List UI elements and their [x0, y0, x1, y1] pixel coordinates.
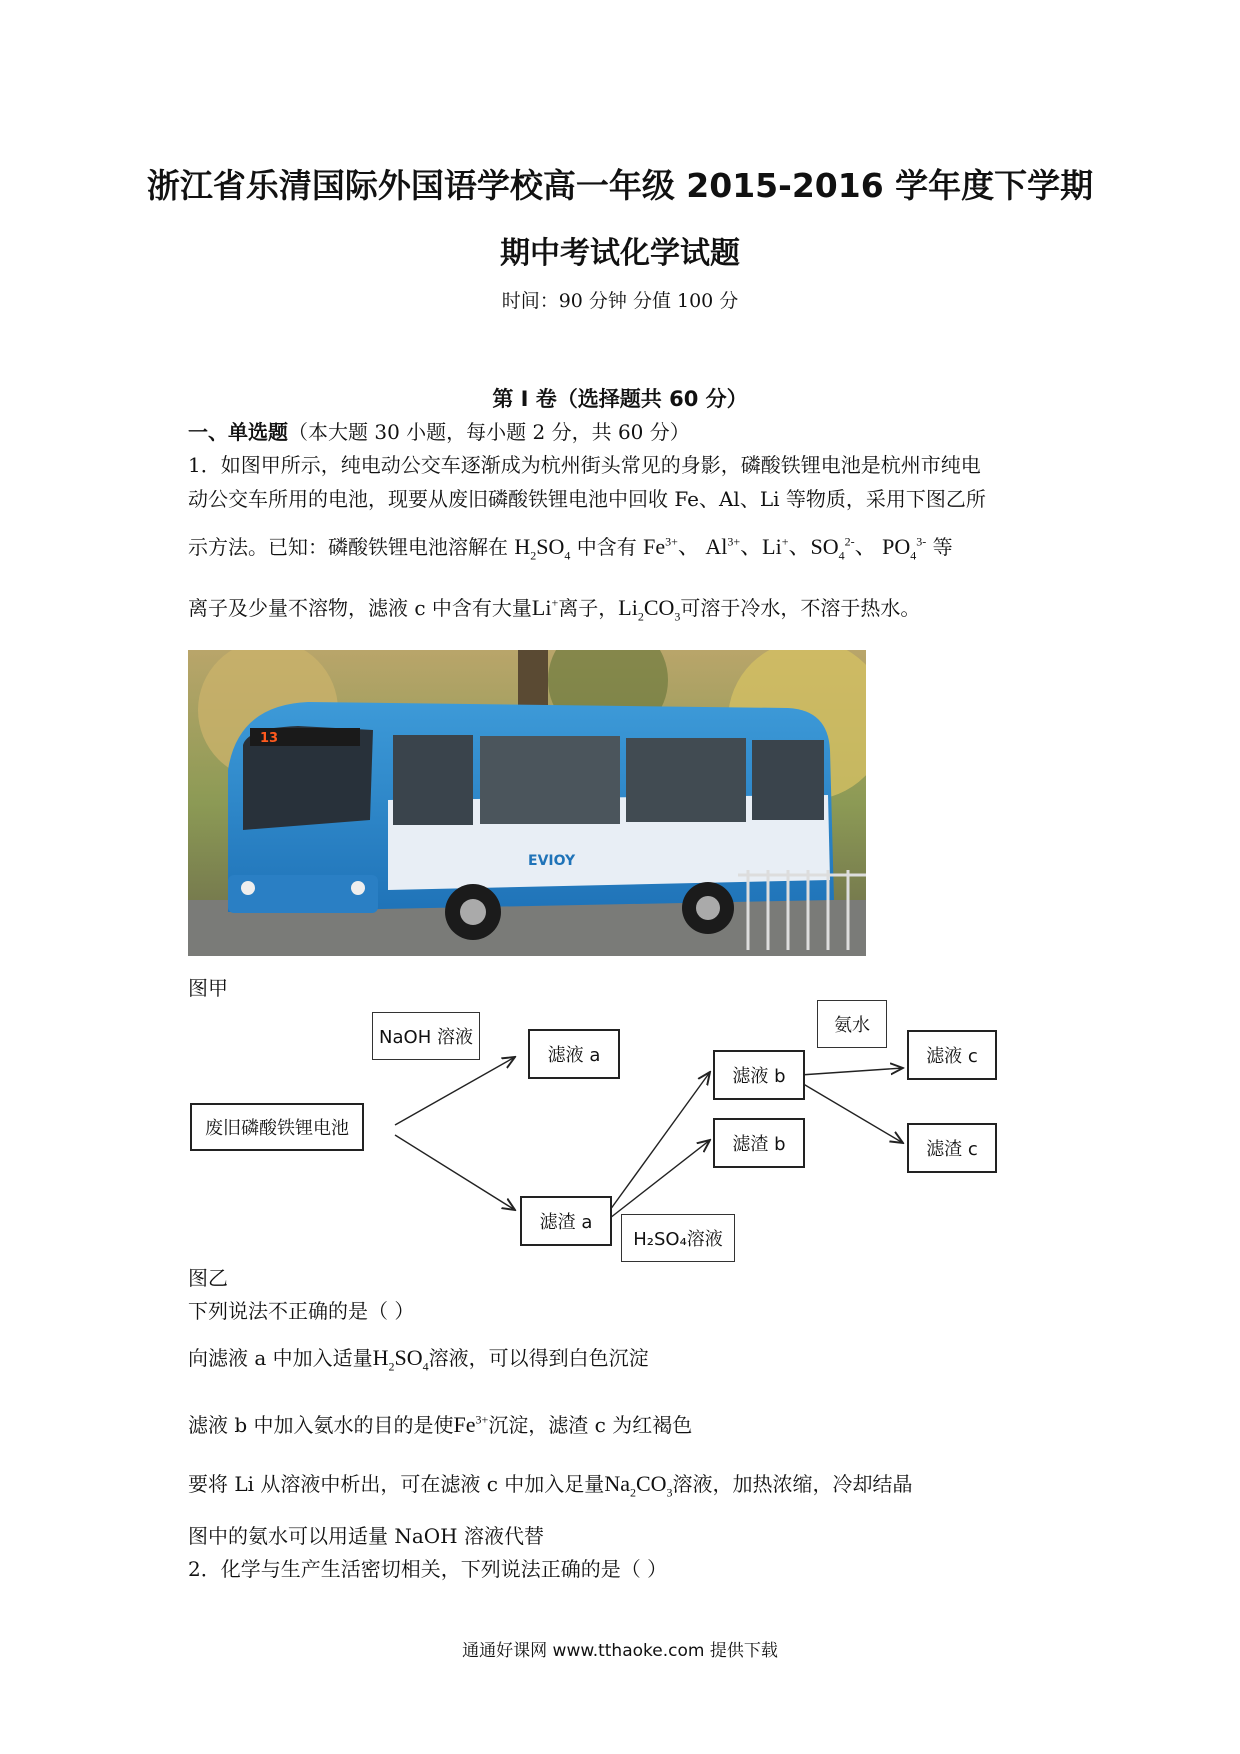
option-b-text-1: 滤液 b 中加入氨水的目的是使 — [188, 1413, 454, 1437]
option-a-formula: $H_2SO_4$ — [372, 1345, 429, 1374]
q1-option-a — [188, 1342, 649, 1374]
h2so4-formula: $H_2SO_4$ — [514, 534, 571, 563]
li-ion-formula: Li+ — [531, 595, 559, 620]
q1-line3 — [188, 530, 953, 563]
bus-photo — [188, 650, 866, 956]
filtrate-b-box: 滤液 b — [713, 1050, 805, 1100]
part-note: （本大题 30 小题，每小题 2 分，共 60 分） — [288, 420, 690, 444]
waste-battery-box: 废旧磷酸铁锂电池 — [190, 1103, 364, 1151]
q2-text: 2．化学与生产生活密切相关，下列说法正确的是（ ） — [188, 1557, 668, 1581]
q1-option-d: 图中的氨水可以用适量 NaOH 溶液代替 — [188, 1524, 544, 1548]
q1-line3-a: 示方法。已知：磷酸铁锂电池溶解在 — [188, 535, 508, 559]
arrow-source-to-residue-a — [395, 1135, 515, 1210]
exam-time-score: 时间：90 分钟 分值 100 分 — [501, 290, 739, 312]
part-label: 一、单选题 — [188, 420, 288, 444]
option-a-text-1: 向滤液 a 中加入适量 — [188, 1346, 373, 1370]
bus-route-number: 13 — [260, 731, 279, 746]
arrow-filtrate-b-to-filtrate-c — [800, 1068, 903, 1075]
arrow-residue-a-to-residue-b — [610, 1140, 710, 1218]
li2co3-formula: $Li_2CO_3$ — [618, 595, 681, 624]
q1-option-b — [188, 1409, 692, 1438]
q1-line4-b: 离子， — [558, 596, 619, 620]
q1-line3-b: 中含有 — [576, 535, 637, 559]
recovery-flow-diagram — [190, 1000, 1010, 1260]
naoh-solution-box: NaOH 溶液 — [372, 1012, 480, 1060]
section-title: 第 I 卷（选择题共 60 分） — [492, 387, 748, 411]
exam-title-line1: 浙江省乐清国际外国语学校高一年级 2015-2016 学年度下学期 — [146, 166, 1094, 205]
q1-line1: 1．如图甲所示，纯电动公交车逐渐成为杭州街头常见的身影，磷酸铁锂电池是杭州市纯电 — [188, 453, 981, 477]
option-c-text-2: 溶液，加热浓缩，冷却结晶 — [672, 1472, 913, 1496]
option-a-text-2: 溶液，可以得到白色沉淀 — [428, 1346, 649, 1370]
q1-line2: 动公交车所用的电池，现要从废旧磷酸铁锂电池中回收 Fe、Al、Li 等物质，采用下图乙所 — [188, 487, 986, 511]
bus-brand-logo: EVIOY — [528, 853, 576, 869]
q1-option-c — [188, 1468, 913, 1500]
option-b-text-2: 沉淀，滤渣 c 为红褐色 — [488, 1413, 693, 1437]
ammonia-box: 氨水 — [817, 1000, 887, 1048]
arrow-source-to-filtrate-a — [395, 1057, 515, 1125]
filtrate-a-box: 滤液 a — [528, 1029, 620, 1079]
option-c-text-1: 要将 Li 从溶液中析出，可在滤液 c 中加入足量 — [188, 1472, 605, 1496]
figure-a-caption: 图甲 — [188, 976, 228, 1000]
figure-b-caption: 图乙 — [188, 1266, 228, 1290]
q1-line4-a: 离子及少量不溶物，滤液 c 中含有大量 — [188, 596, 532, 620]
option-b-formula: $Fe^{3+}$ — [453, 1412, 489, 1437]
q1-line3-c: 等 — [932, 535, 953, 559]
ion-list: $Fe^{3+}$、 $Al^{3+}$、Li+、$SO_4^{2-}$、 $PO_4^{3-}$ — [643, 534, 927, 563]
footer-download-note: 通通好课网 www.tthaoke.com 提供下载 — [462, 1641, 778, 1661]
h2so4-solution-box: H₂SO₄溶液 — [621, 1214, 735, 1262]
residue-a-box: 滤渣 a — [520, 1196, 612, 1246]
arrow-residue-a-to-filtrate-b — [610, 1072, 710, 1210]
arrow-filtrate-b-to-residue-c — [800, 1082, 903, 1143]
exam-title-line2: 期中考试化学试题 — [500, 236, 740, 271]
part-heading — [188, 416, 690, 445]
q1-prompt: 下列说法不正确的是（ ） — [188, 1299, 415, 1323]
filtrate-c-box: 滤液 c — [907, 1030, 997, 1080]
q1-line4 — [188, 592, 920, 624]
residue-c-box: 滤渣 c — [907, 1123, 997, 1173]
residue-b-box: 滤渣 b — [713, 1118, 805, 1168]
q1-line4-c: 可溶于冷水，不溶于热水。 — [680, 596, 921, 620]
option-c-formula: $Na_2CO_3$ — [604, 1471, 673, 1500]
